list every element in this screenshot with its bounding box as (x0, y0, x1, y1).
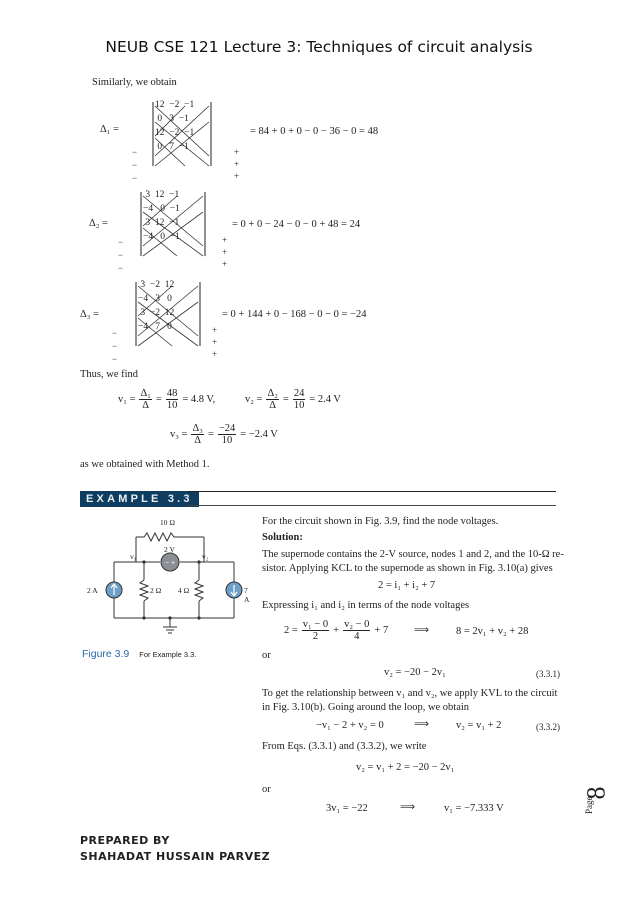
det1-minus-signs (132, 146, 137, 185)
eq2-frac-1 (302, 619, 329, 642)
v1-frac-num (166, 388, 179, 411)
eq2-frac-1-num: v₁ − 0 (302, 619, 329, 630)
implies-arrow-1: ⟹ (414, 625, 430, 636)
v2-lhs: v₂ = (245, 394, 263, 406)
det2-plus-2: + (222, 247, 228, 257)
det2-matrix (135, 190, 235, 270)
v1-equation (118, 388, 215, 411)
solution-heading: Solution: (262, 532, 303, 543)
det3-row-2: −4 3 0 (138, 294, 172, 304)
figure-caption-number: Figure 3.9 (82, 648, 130, 660)
det3-plus-signs (212, 324, 217, 360)
v2-frac-num-num: 24 (293, 388, 305, 399)
solution-p1-line2: sistor. Applying KCL to the supernode as shown in Fig. 3.10(a) gives (262, 563, 553, 574)
label-7a-source: 7 A (244, 586, 250, 604)
det1-plus-2: + (234, 159, 240, 169)
det3-row-4: −4 7 0 (138, 322, 172, 332)
solution-p2: Expressing i₁ and i₂ in terms of the node voltages (262, 600, 470, 611)
det3-label: Δ₃ = (80, 309, 99, 320)
page-number-block (582, 784, 612, 824)
det1-result: = 84 + 0 + 0 − 0 − 36 − 0 = 48 (250, 126, 379, 137)
solution-p3-line1: To get the relationship between v₁ and v₂, we apply KVL to the circuit (262, 688, 558, 699)
thus-text: Thus, we find (80, 369, 139, 380)
det2-minus-2: − (118, 250, 124, 260)
or-2: or (262, 784, 271, 795)
v3-equation (170, 423, 278, 446)
v1-lhs: v₁ = (118, 394, 136, 406)
implies-arrow-2: ⟹ (414, 719, 430, 730)
eq2-frac-2-num: v₂ − 0 (344, 619, 370, 630)
v3-frac-delta-num: Δ₃ (192, 423, 203, 434)
det2-minus-signs (118, 236, 123, 275)
label-node-v2: v₂ (202, 552, 209, 561)
v3-lhs: v₃ = (170, 429, 188, 441)
v2-frac-delta-num: Δ₂ (267, 388, 278, 399)
det3-row-1: 3 −2 12 (138, 280, 175, 290)
svg-text:−: − (165, 560, 170, 567)
solution-p1-line1: The supernode contains the 2-V source, nodes 1 and 2, and the 10-Ω re- (262, 549, 564, 560)
det2-row-4: −4 0 −1 (143, 232, 180, 242)
eq2-pre: 2 = (284, 625, 298, 637)
eq2-frac-2-den: 4 (354, 631, 360, 643)
example-rule-bottom (188, 505, 556, 506)
det3-plus-1: + (212, 325, 218, 335)
det1-plus-signs (234, 146, 239, 182)
det2-plus-3: + (222, 259, 228, 269)
solution-p4: From Eqs. (3.3.1) and (3.3.2), we write (262, 741, 427, 752)
v1-frac-num-num: 48 (166, 388, 178, 399)
example-label: EXAMPLE (86, 493, 162, 505)
example-heading (80, 491, 199, 507)
v3-eq: = (207, 429, 214, 441)
det1-minus-2: − (132, 160, 138, 170)
page-header-title: NEUB CSE 121 Lecture 3: Techniques of circuit analysis (105, 38, 533, 56)
label-node-v1: v₁ (130, 552, 137, 561)
circuit-figure (84, 515, 254, 640)
det1-row-3: 12 −2 −1 (155, 128, 195, 138)
solution-p3-line2: in Fig. 3.10(b). Going around the loop, we obtain (262, 702, 470, 713)
figure-caption (82, 644, 196, 662)
v2-eq: = (282, 394, 289, 406)
implies-arrow-3: ⟹ (400, 802, 416, 813)
v3-value: = −2.4 V (240, 429, 278, 441)
or-1: or (262, 650, 271, 661)
v3-frac-delta (191, 423, 203, 446)
v2-frac-num (293, 388, 306, 411)
v3-frac-delta-den: Δ (194, 435, 202, 447)
det2-cross-lines (135, 190, 235, 270)
det3-minus-signs (112, 327, 117, 366)
v2-frac-num-den: 10 (293, 400, 305, 412)
page-label: Page (584, 796, 594, 814)
det2-row-1: 3 12 −1 (143, 190, 180, 200)
example-number: 3.3 (167, 493, 193, 505)
footer-prepared-by: PREPARED BY (80, 834, 170, 847)
eq-node-voltages (284, 619, 388, 642)
det3-plus-2: + (212, 337, 218, 347)
eq-kcl: 2 = i₁ + i₂ + 7 (378, 580, 436, 591)
v2-frac-delta (266, 388, 278, 411)
det1-row-4: 0 7 −1 (155, 142, 189, 152)
det1-plus-1: + (234, 147, 240, 157)
det1-minus-1: − (132, 147, 138, 157)
det2-result: = 0 + 0 − 24 − 0 − 0 + 48 = 24 (232, 219, 361, 230)
det2-label: Δ₂ = (89, 218, 108, 229)
det2-row-2: −4 0 −1 (143, 204, 180, 214)
v1-frac-num-den: 10 (166, 400, 178, 412)
method-note: as we obtained with Method 1. (80, 459, 210, 470)
det3-result: = 0 + 144 + 0 − 168 − 0 − 0 = −24 (222, 309, 367, 320)
label-4-ohm: 4 Ω (178, 586, 190, 595)
tag-3-3-2: (3.3.2) (536, 722, 560, 732)
det1-label: Δ₁ = (100, 124, 119, 135)
v3-frac-num (218, 423, 236, 446)
v1-frac-delta-num: Δ₁ (140, 388, 151, 399)
label-10-ohm: 10 Ω (160, 518, 175, 527)
det1-matrix (145, 100, 245, 180)
footer-author: SHAHADAT HUSSAIN PARVEZ (80, 850, 271, 863)
eq-final-rhs: v₁ = −7.333 V (444, 803, 504, 814)
v1-value: = 4.8 V, (182, 394, 216, 406)
page-number: 8 (581, 786, 611, 800)
det2-minus-3: − (118, 263, 124, 273)
v1-eq: = (155, 394, 162, 406)
eq2-frac-1-den: 2 (312, 631, 319, 643)
v2-value: = 2.4 V (309, 394, 342, 406)
eq-final-lhs: 3v₁ = −22 (326, 803, 368, 814)
v2-frac-delta-den: Δ (269, 400, 277, 412)
det3-minus-2: − (112, 341, 118, 351)
v1-frac-delta-den: Δ (142, 400, 150, 412)
tag-3-3-1: (3.3.1) (536, 669, 560, 679)
label-2-ohm: 2 Ω (150, 586, 162, 595)
example-rule-top (188, 491, 556, 492)
eq-3-3-2-lhs: −v₁ − 2 + v₂ = 0 (316, 720, 384, 731)
det3-minus-1: − (112, 328, 118, 338)
det3-row-3: 3 −2 12 (138, 308, 175, 318)
v1-frac-delta (139, 388, 151, 411)
det2-row-3: 3 12 −1 (143, 218, 180, 228)
det1-row-2: 0 3 −1 (155, 114, 189, 124)
det1-plus-3: + (234, 171, 240, 181)
det3-plus-3: + (212, 349, 218, 359)
intro-text: Similarly, we obtain (92, 77, 177, 88)
eq2-frac-2 (343, 619, 370, 642)
solution-intro: For the circuit shown in Fig. 3.9, find the node voltages. (262, 516, 499, 527)
det1-row-1: 12 −2 −1 (155, 100, 195, 110)
circuit-diagram (84, 515, 254, 640)
svg-text:+: + (171, 560, 176, 567)
eq2-post: + 7 (374, 625, 389, 637)
figure-caption-text: For Example 3.3. (139, 650, 197, 659)
det1-cross-lines (145, 100, 245, 180)
eq2-rhs: 8 = 2v₁ + v₂ + 28 (456, 626, 529, 637)
det2-minus-1: − (118, 237, 124, 247)
eq2-plus: + (333, 625, 340, 637)
v2-equation (245, 388, 341, 411)
label-2a-source: 2 A (87, 586, 98, 595)
eq-3-3-1: v₂ = −20 − 2v₁ (384, 667, 446, 678)
v3-frac-num-num: −24 (218, 423, 236, 434)
det3-minus-3: − (112, 354, 118, 364)
det2-plus-1: + (222, 235, 228, 245)
det1-minus-3: − (132, 173, 138, 183)
det2-plus-signs (222, 234, 227, 270)
label-2v: 2 V (164, 545, 175, 554)
eq-combined: v₂ = v₁ + 2 = −20 − 2v₁ (356, 762, 455, 773)
v3-frac-num-den: 10 (221, 435, 233, 447)
eq-3-3-2-rhs: v₂ = v₁ + 2 (456, 720, 502, 731)
